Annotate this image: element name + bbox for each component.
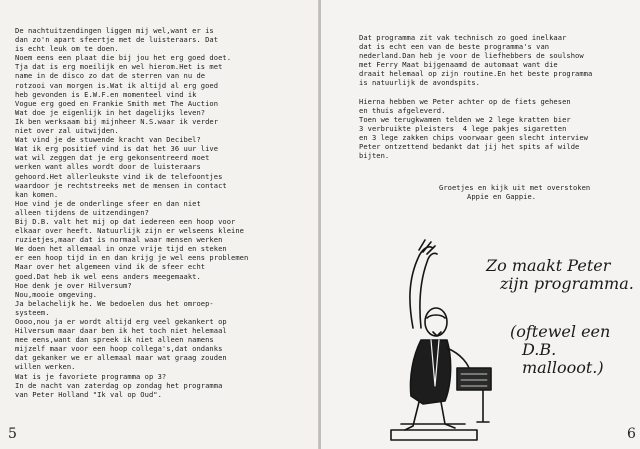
text-line: Wat doe je eigenlijk in het dagelijks leven? <box>15 107 206 117</box>
text-line: Hoe denk je over Hilversum? <box>15 280 132 290</box>
text-line: bijten. <box>359 151 390 161</box>
text-line: Wat is je favoriete programma op 3? <box>15 371 167 381</box>
left-page-text <box>15 26 248 399</box>
text-line: met Ferry Maat bijgenaamd de automaat want die <box>359 60 558 70</box>
right-page-text <box>359 33 592 160</box>
text-line: willen werken. <box>15 362 76 372</box>
text-line: Tja dat is erg moeilijk en wel hierom.Het is met <box>15 62 223 72</box>
closing-line: Groetjes en kijk uit met overstoken <box>439 183 591 192</box>
text-line: niet over zal uitwijden. <box>15 126 119 136</box>
right-page <box>321 0 640 449</box>
text-line: Wat ik erg positief vind is dat het 36 uur live <box>15 144 219 154</box>
text-line: draait helemaal op zijn routine.En het beste programma <box>359 69 593 79</box>
text-line: er een hoop tijd in en dan krijg je wel eens problemen <box>15 253 249 263</box>
text-line: Oooo,nou ja er wordt altijd erg veel gekankert op <box>15 317 227 326</box>
closing-line: Appie en Gappie. <box>467 192 537 202</box>
text-line: kan komen. <box>15 189 59 199</box>
text-line: heb gevonden is E.W.F.en momenteel vind ik <box>15 89 197 99</box>
text-line: Toen we terugkwamen telden we 2 lege kratten bier <box>359 114 571 124</box>
text-line: Hierna hebben we Peter achter op de fiets gehesen <box>359 96 571 106</box>
text-line: Dat programma zit vak technisch zo goed inelkaar <box>359 33 567 42</box>
text-line: Noem eens een plaat die bij jou het erg goed doet. <box>15 53 232 63</box>
text-line: werken want alles wordt door de luisteraars <box>15 162 201 172</box>
text-line: name in de disco zo dat de sterren van nu de <box>15 71 206 81</box>
text-line: rotzooi van morgen is.Wat ik altijd al erg goed <box>15 80 219 90</box>
text-line: systeem. <box>15 307 50 317</box>
text-line: Ja belachelijk he. We bedoelen dus het omroep- <box>15 298 214 308</box>
text-line: Hilversum maar daar ben ik het toch niet helemaal <box>15 326 227 336</box>
page-number-left: 5 <box>8 426 17 442</box>
text-line: wat wil zeggen dat je erg gekonsentreerd moet <box>15 153 210 163</box>
text-line: Peter ontzettend bedankt dat jij het spits af wilde <box>359 142 580 152</box>
text-line: gehoord.Het allerleukste vind ik de telefoontjes <box>15 171 223 181</box>
text-line: dan zo'n apart sfeertje met de luisteraars. Dat <box>15 35 219 45</box>
text-line: en 3 lege zakken chips voorwaar geen slecht interview <box>359 133 589 143</box>
text-line: is echt leuk om te doen. <box>15 44 119 54</box>
text-line: Bij D.B. valt het mij op dat iedereen een hoop voor <box>15 216 236 226</box>
handwritten-caption-1: Zo maakt Peter zijn programma. <box>486 256 634 293</box>
text-line <box>359 88 592 97</box>
text-line: Nou,mooie omgeving. <box>15 289 98 299</box>
text-line: is natuurlijk de avondspits. <box>359 78 480 88</box>
text-line: 3 verbruikte pleisters 4 lege pakjes sigaretten <box>359 123 567 133</box>
text-line: mijzelf maar voor een hoop collega's,dat ondanks <box>15 344 223 354</box>
text-line: nederland.Dan heb je voor de liefhebbers de soulshow <box>359 51 584 61</box>
text-line: goed.Dat heb ik wel eens anders meegemaakt. <box>15 271 201 281</box>
text-line: dat is echt een van de beste programma's van <box>359 42 550 52</box>
text-line: mee eens,want dan spreek ik niet alleen namens <box>15 335 214 345</box>
text-line: van Peter Holland "Ik val op Oud". <box>15 389 162 399</box>
text-line: ruzietjes,maar dat is normaal waar mensen werken <box>15 235 223 245</box>
page-number-right: 6 <box>627 426 636 442</box>
text-line: Wat vind je de stuwende kracht van Decibel? <box>15 135 201 145</box>
closing-signature <box>439 183 590 201</box>
text-line: dat gekanker we er allemaal maar wat graag zouden <box>15 353 227 363</box>
text-line: en thuis afgeleverd. <box>359 105 446 115</box>
text-line: elkaar over heeft. Natuurlijk zijn er welseens kleine <box>15 226 245 236</box>
text-line: Vogue erg goed en Frankie Smith met The Auction <box>15 98 219 108</box>
text-line: Hoe vind je de onderlinge sfeer en dan niet <box>15 198 201 208</box>
text-line: Maar over het algemeen vind ik de sfeer echt <box>15 262 206 272</box>
text-line: Ik ben werksaam bij mijnheer N.S.waar ik verder <box>15 116 219 126</box>
text-line: alleen tijdens de uitzendingen? <box>15 207 149 217</box>
text-line: We doen het allemaal in onze vrije tijd en steken <box>15 244 227 254</box>
text-line: In de nacht van zaterdag op zondag het programma <box>15 380 223 390</box>
text-line: De nachtuitzendingen liggen mij wel,want er is <box>15 26 214 35</box>
text-line: waardoor je rechtstreeks met de mensen in contact <box>15 180 227 190</box>
handwritten-caption-2: (oftewel een D.B. mallooot.) <box>510 322 611 377</box>
left-page <box>0 0 319 449</box>
